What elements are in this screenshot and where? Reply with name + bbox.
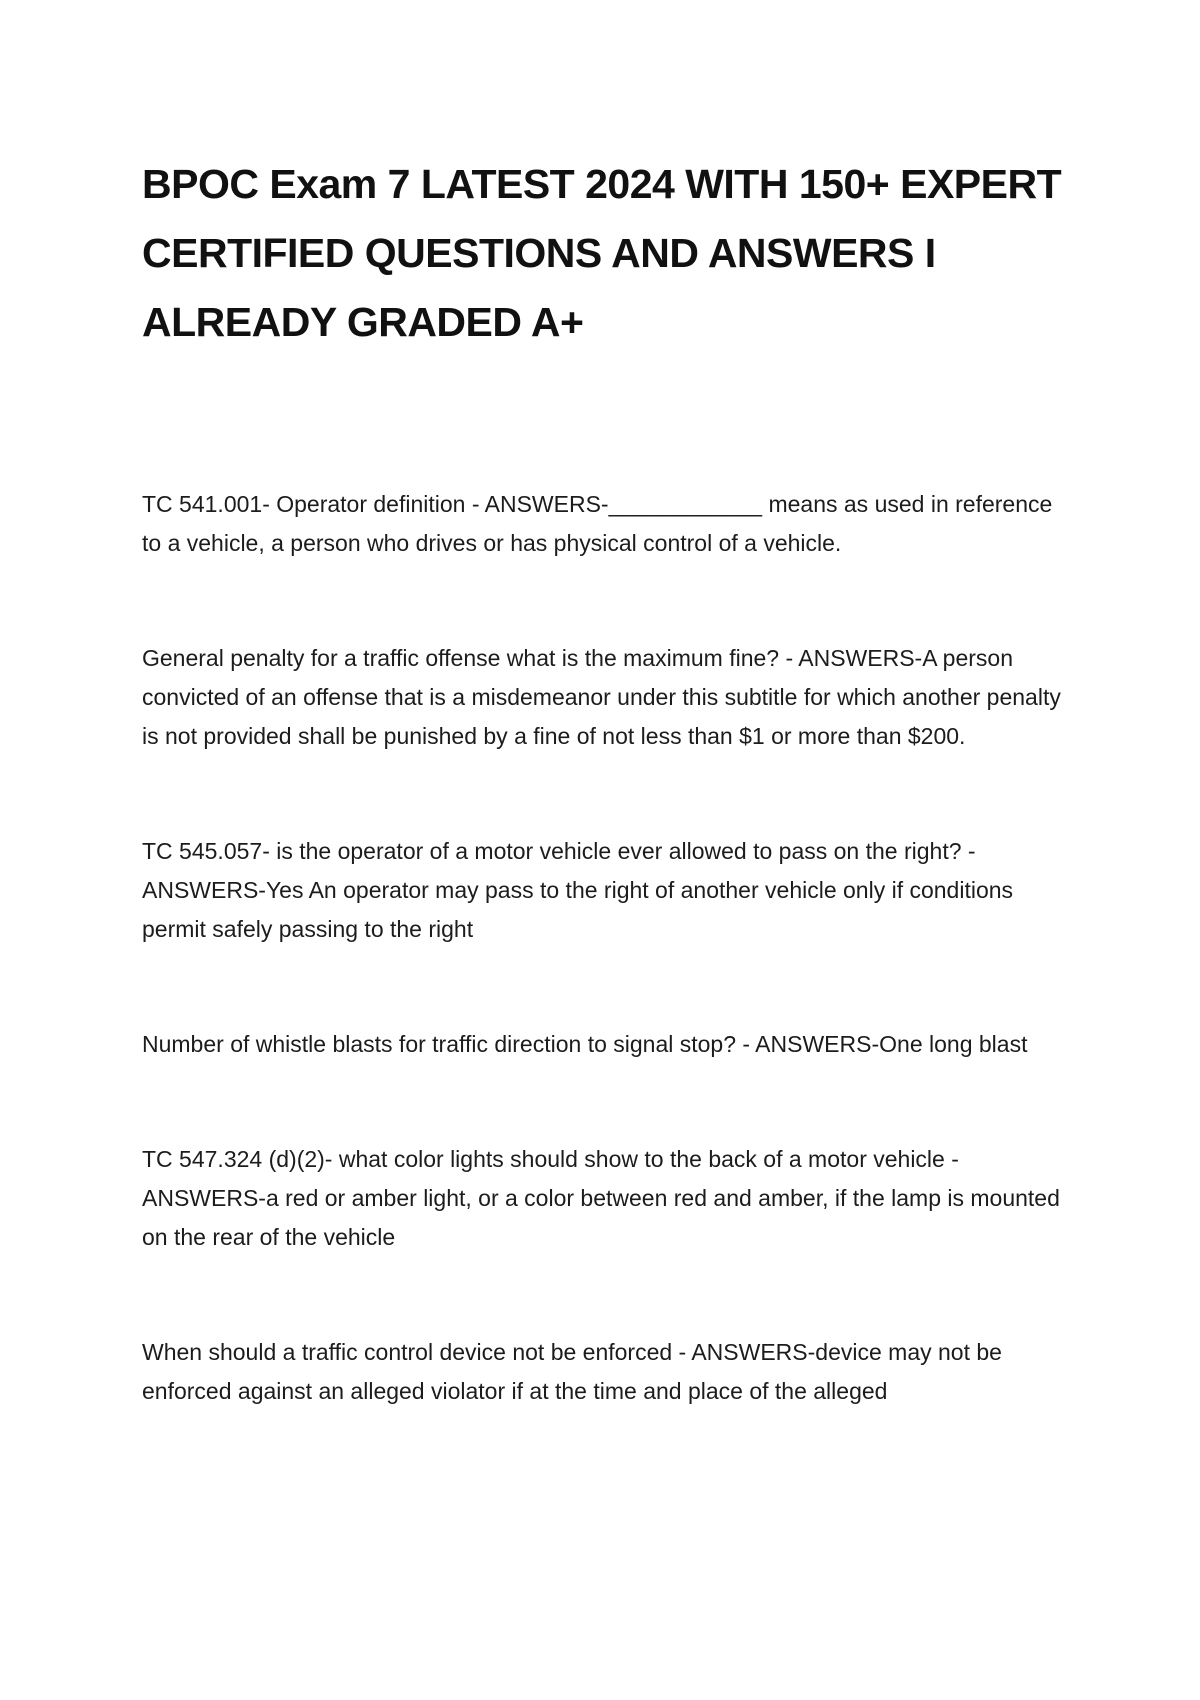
- qa-item-rear-light-color: TC 547.324 (d)(2)- what color lights should show to the back of a motor vehicle - ANSWERS-a red or amber light, or a color between red and amber, if the lamp is mounted on the rear of the vehicle: [142, 1146, 1060, 1250]
- qa-item-general-penalty: General penalty for a traffic offense what is the maximum fine? - ANSWERS-A person convicted of an offense that is a misdemeanor under this subtitle for which another penalty is not provided shall be punished by a fine of not less than $1 or more than $200.: [142, 645, 1061, 749]
- qa-list: [142, 485, 1072, 1411]
- qa-item-whistle-blasts: Number of whistle blasts for traffic direction to signal stop? - ANSWERS-One long blast: [142, 1031, 1028, 1057]
- qa-item-passing-on-right: TC 545.057- is the operator of a motor vehicle ever allowed to pass on the right? - ANSWERS-Yes An operator may pass to the right of another vehicle only if conditions permit safely passing to the right: [142, 838, 1014, 942]
- document-content: [142, 150, 1072, 1411]
- document-title: BPOC Exam 7 LATEST 2024 WITH 150+ EXPERT CERTIFIED QUESTIONS AND ANSWERS I ALREADY GRADED A+: [142, 161, 1062, 345]
- qa-item-traffic-control-device: When should a traffic control device not be enforced - ANSWERS-device may not be enforced against an alleged violator if at the time and place of the alleged: [142, 1339, 1002, 1404]
- qa-item-operator-definition: TC 541.001- Operator definition - ANSWERS-____________ means as used in reference to a vehicle, a person who drives or has physical control of a vehicle.: [142, 491, 1053, 556]
